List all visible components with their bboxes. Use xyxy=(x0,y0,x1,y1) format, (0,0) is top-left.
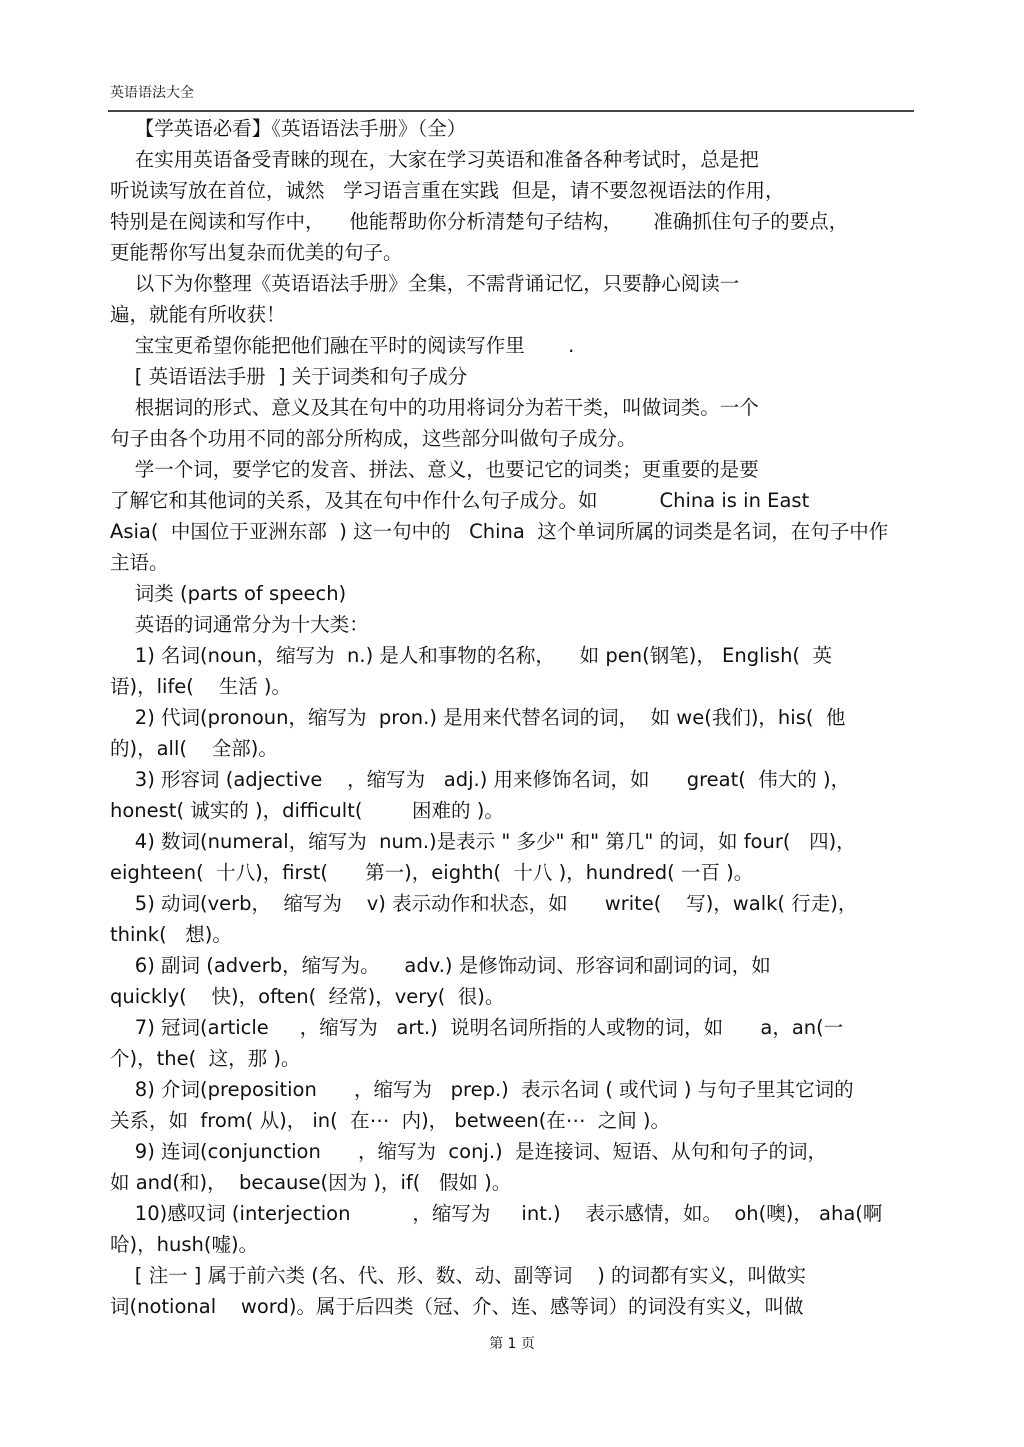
list-item-line: 个)，the( 这，那 )。 xyxy=(110,1047,301,1070)
paragraph-line: 根据词的形式、意义及其在句中的功用将词分为若干类，叫做词类。一个 xyxy=(110,396,759,419)
list-item-line: 6) 副词 (adverb，缩写为。 adv.) 是修饰动词、形容词和副词的词，如 xyxy=(110,954,771,977)
section-heading: 词类 (parts of speech) xyxy=(110,582,347,605)
paragraph-line: 更能帮你写出复杂而优美的句子。 xyxy=(110,241,403,264)
note-line: 词(notional word)。属于后四类（冠、介、连、感等词）的词没有实义，叫做 xyxy=(110,1295,804,1318)
paragraph-line: 英语的词通常分为十大类： xyxy=(110,613,369,636)
list-item-line: 10)感叹词 (interjection ，缩写为 int.) 表示感情，如。 oh(噢)， aha(啊 xyxy=(110,1202,883,1225)
paragraph-line: Asia( 中国位于亚洲东部 ) 这一句中的 China 这个单词所属的词类是名词，在句子中作 xyxy=(110,520,889,543)
list-item-line: 8) 介词(preposition ，缩写为 prep.) 表示名词 ( 或代词 ) 与句子里其它词的 xyxy=(110,1078,854,1101)
list-item-line: quickly( 快)，often( 经常)，very( 很)。 xyxy=(110,985,505,1008)
list-item-line: 3) 形容词 (adjective ，缩写为 adj.) 用来修饰名词，如 great( 伟大的 )， xyxy=(110,768,851,791)
paragraph-line: 以下为你整理《英语语法手册》全集，不需背诵记忆，只要静心阅读一 xyxy=(110,272,740,295)
paragraph-line: 在实用英语备受青睐的现在，大家在学习英语和准备各种考试时，总是把 xyxy=(110,148,759,171)
paragraph-line: 主语。 xyxy=(110,551,169,574)
list-item-line: 语)，life( 生活 )。 xyxy=(110,675,292,698)
paragraph-line: 句子由各个功用不同的部分所构成，这些部分叫做句子成分。 xyxy=(110,427,637,450)
list-item-line: think( 想)。 xyxy=(110,923,232,946)
paragraph-line: 了解它和其他词的关系，及其在句中作什么句子成分。如 China is in East xyxy=(110,489,810,512)
section-heading: [ 英语语法手册 ] 关于词类和句子成分 xyxy=(110,365,468,388)
list-item-line: 4) 数词(numeral，缩写为 num.)是表示 " 多少" 和" 第几" 的词，如 four( 四)， xyxy=(110,830,856,853)
list-item-line: 7) 冠词(article ，缩写为 art.) 说明名词所指的人或物的词，如 a，an(一 xyxy=(110,1016,844,1039)
list-item-line: 如 and(和)， because(因为 )，if( 假如 )。 xyxy=(110,1171,512,1194)
page-number: 第 1 页 xyxy=(489,1336,535,1352)
list-item-line: 9) 连词(conjunction ，缩写为 conj.) 是连接词、短语、从句和句子的词， xyxy=(110,1140,828,1163)
paragraph-line: 宝宝更希望你能把他们融在平时的阅读写作里 . xyxy=(110,334,575,357)
list-item-line: 哈)，hush(嘘)。 xyxy=(110,1233,259,1256)
list-item-line: 1) 名词(noun，缩写为 n.) 是人和事物的名称， 如 pen(钢笔)， English( 英 xyxy=(110,644,832,667)
note-line: [ 注一 ] 属于前六类 (名、代、形、数、动、副等词 ) 的词都有实义，叫做实 xyxy=(110,1264,807,1287)
list-item-line: honest( 诚实的 )，difficult( 困难的 )。 xyxy=(110,799,504,822)
paragraph-line: 特别是在阅读和写作中， 他能帮助你分析清楚句子结构， 准确抓住句子的要点， xyxy=(110,210,849,233)
header-divider xyxy=(108,110,914,112)
list-item-line: eighteen( 十八)，first( 第一)，eighth( 十八 )，hundred( 一百 )。 xyxy=(110,861,754,884)
title-line: 【学英语必看】《英语语法手册》（全） xyxy=(110,117,467,140)
paragraph-line: 学一个词，要学它的发音、拼法、意义，也要记它的词类；更重要的是要 xyxy=(110,458,759,481)
list-item-line: 5) 动词(verb， 缩写为 v) 表示动作和状态，如 write( 写)，walk( 行走)， xyxy=(110,892,858,915)
list-item-line: 2) 代词(pronoun，缩写为 pron.) 是用来代替名词的词， 如 we(我们)，his( 他 xyxy=(110,706,846,729)
paragraph-line: 听说读写放在首位，诚然 学习语言重在实践 但是，请不要忽视语法的作用， xyxy=(110,179,785,202)
paragraph-line: 遍，就能有所收获！ xyxy=(110,303,286,326)
list-item-line: 关系，如 from( 从)， in( 在⋯ 内)， between(在⋯ 之间 )。 xyxy=(110,1109,671,1132)
list-item-line: 的)，all( 全部)。 xyxy=(110,737,278,760)
running-header-title: 英语语法大全 xyxy=(110,85,194,101)
